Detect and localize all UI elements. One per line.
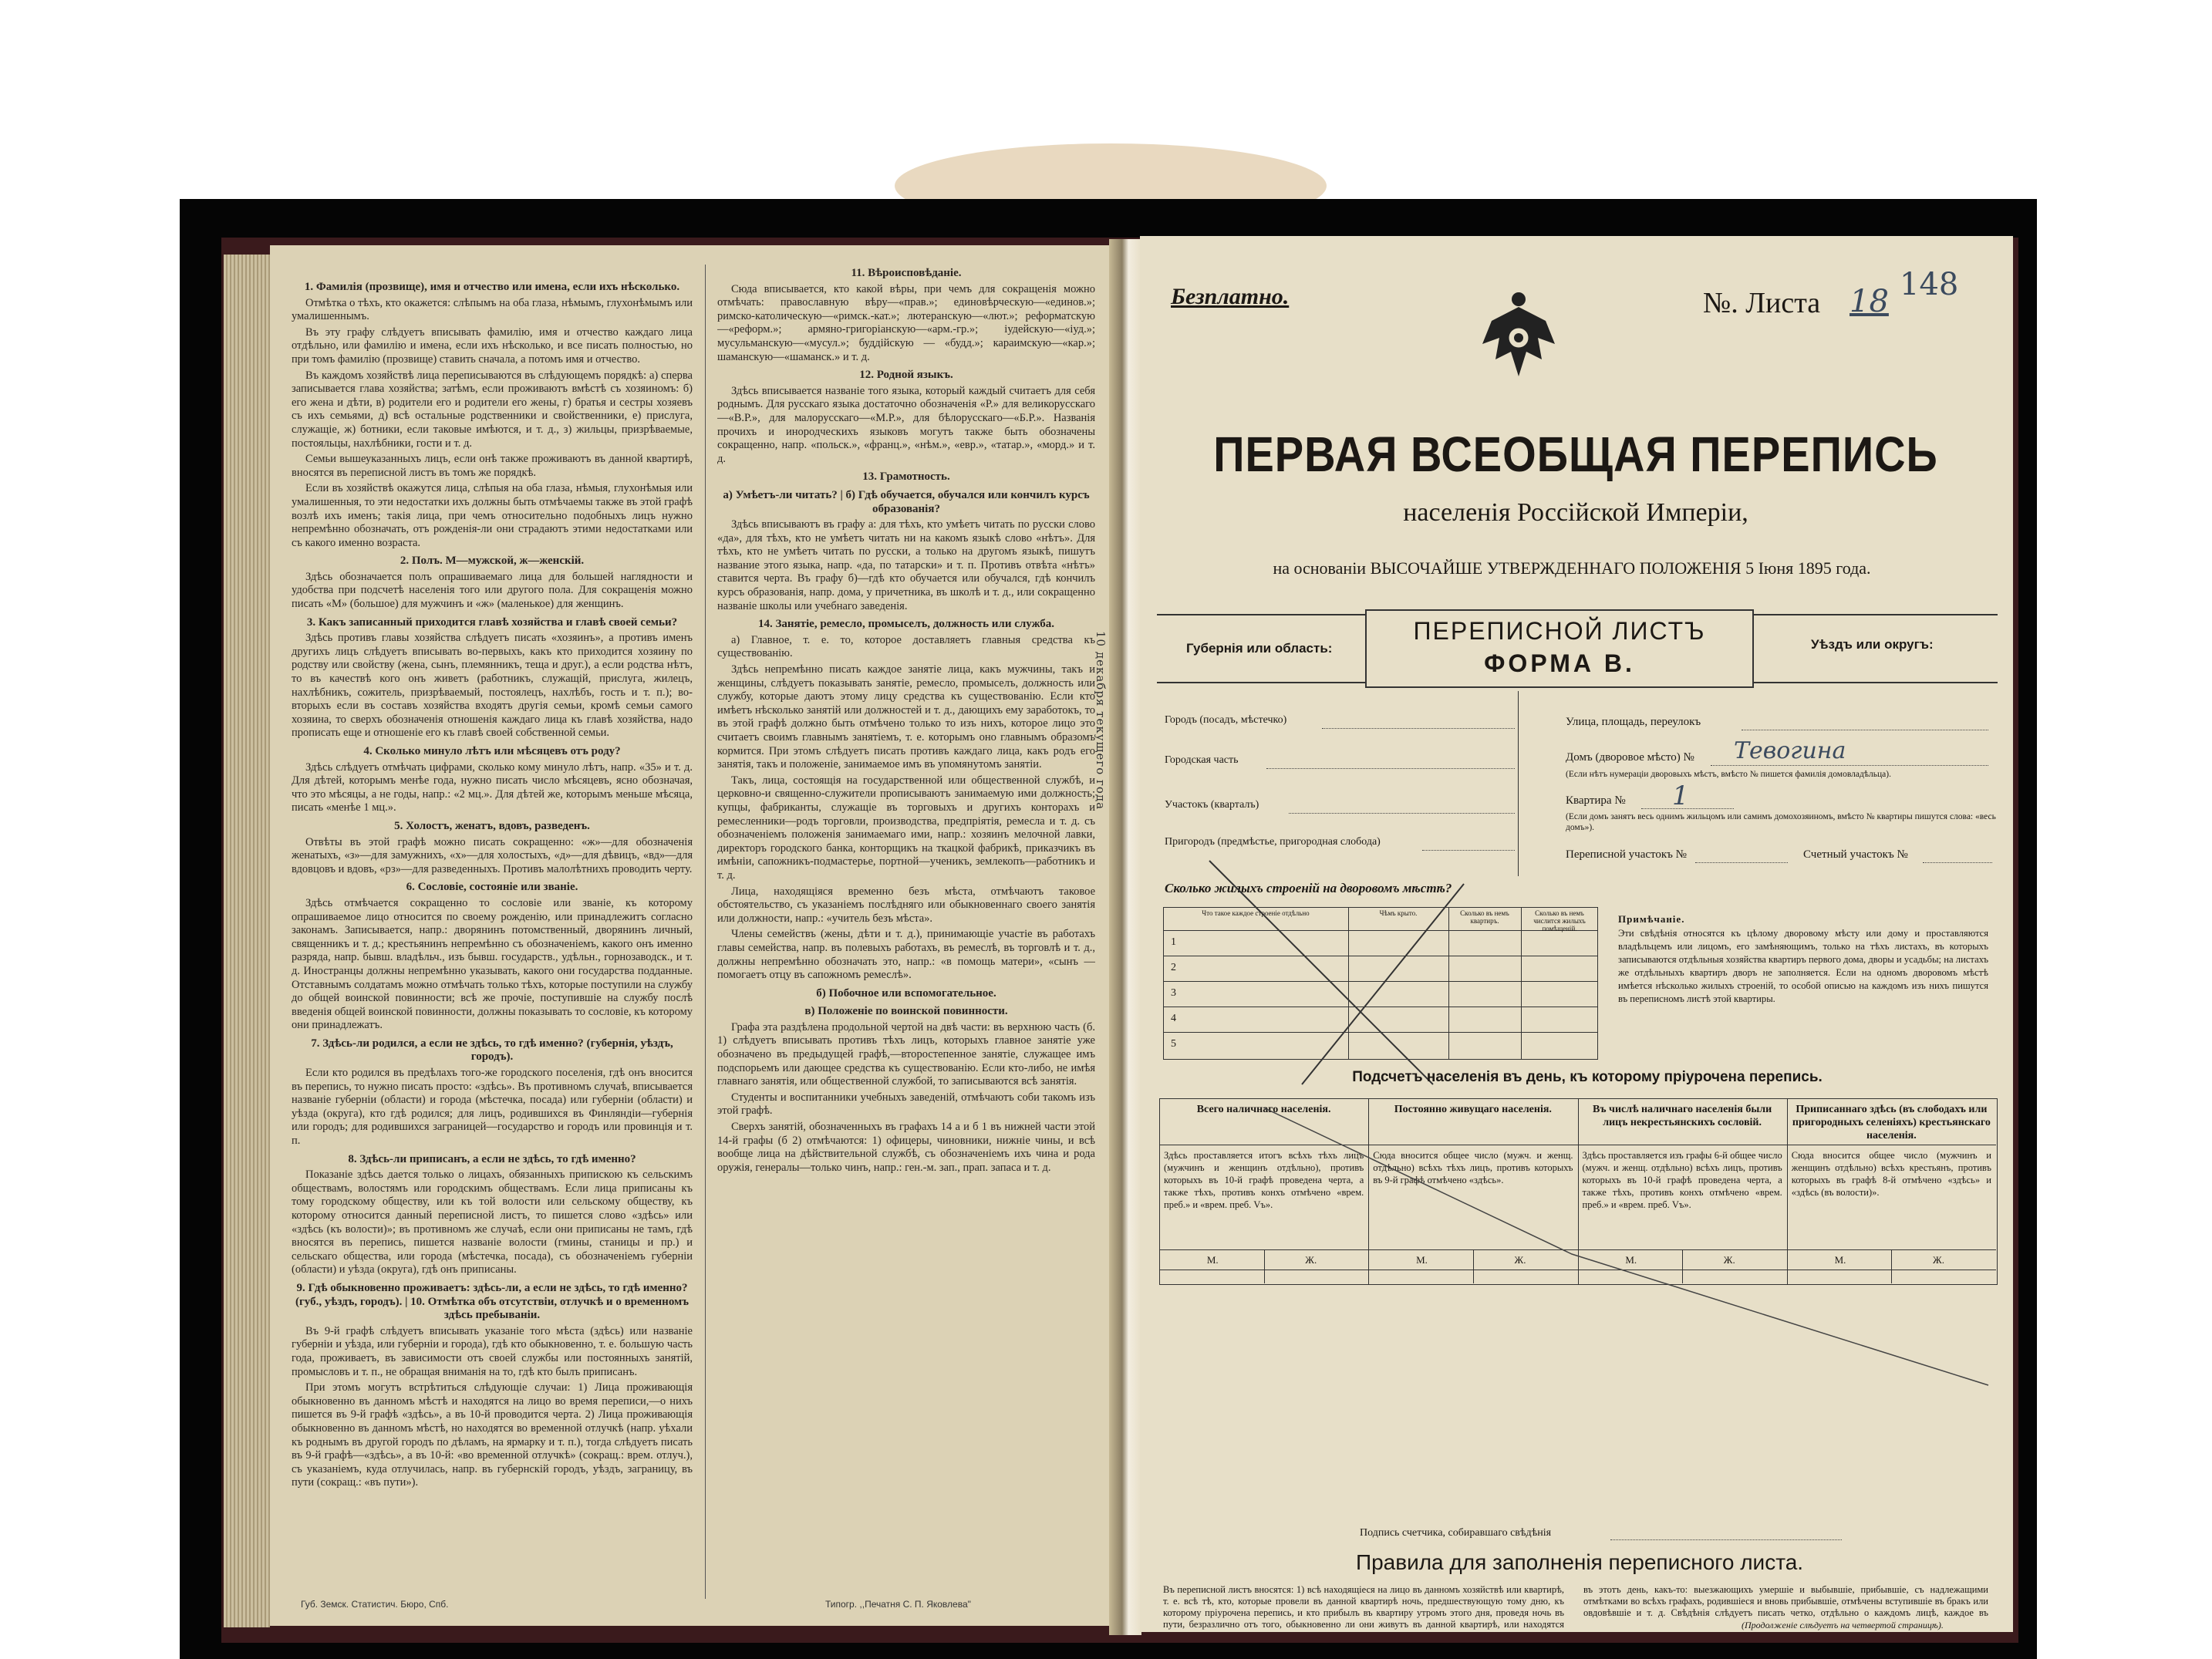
location-field-line: [1266, 768, 1515, 769]
paragraph: Члены семействъ (жены, дѣти и т. д.), принимающіе участіе въ работахъ главы семейства, напр. въ полевыхъ работахъ, въ ремеслѣ, въ торговлѣ и т. д., должны непремѣнно обозначать это, напр.: «в помощь матери», «сынъ — помогаетъ отцу въ сапожномъ ремеслѣ».: [717, 928, 1095, 982]
paragraph: Студенты и воспитанники учебныхъ заведеній, отмѣчаютъ соби такомъ изъ этой графѣ.: [717, 1091, 1095, 1118]
paragraph: а) Главное, т. е. то, которое доставляетъ главныя средства къ существованію.: [717, 633, 1095, 660]
male-label: М.: [1625, 1254, 1637, 1266]
signature-label: Подпись счетчика, собиравшаго свѣдѣнія: [1360, 1527, 1552, 1539]
census-title: ПЕРВАЯ ВСЕОБЩАЯ ПЕРЕПИСЬ: [1213, 426, 1938, 482]
note-text: Эти свѣдѣнія относятся къ цѣлому дворовому мѣсту или дому и проставляются владѣльцемъ или лицомъ, его замѣняющимъ, только на тѣхъ листахъ, въ которыхъ записываются отдѣльныя хозяйства квартиръ первого дома, дворы и усадьбы; на листахъ же отдѣльныхъ квартиръ дворъ не заполняется. Если на одномъ дворовомъ мѣстѣ имѣется нѣсколько жилыхъ строеній, то особой описью на каждомъ изъ нихъ пишутся въ переписномъ листѣ этой квартиры.: [1618, 928, 1988, 1004]
section-heading: 2. Полъ. М—мужской, ж—женскій.: [400, 555, 585, 568]
location-field-label: Пригородъ (предмѣстье, пригородная слобода): [1165, 836, 1381, 848]
printer-footer-right: Типогр. ,,Печатня С. П. Яковлева": [825, 1599, 971, 1610]
section-heading: 6. Сословіе, состояніе или званіе.: [406, 881, 578, 894]
paragraph: Отмѣтка о тѣхъ, кто окажется: слѣпымъ на оба глаза, нѣмымъ, глухонѣмымъ или умалишеннымъ.: [292, 296, 693, 323]
street-label: Улица, площадь, переулокъ: [1566, 716, 1701, 728]
section-heading: 7. Здѣсь-ли родился, а если не здѣсь, то гдѣ именно? (губернія, уѣздъ, городъ).: [311, 1037, 673, 1064]
section-heading: 13. Грамотность.: [862, 470, 950, 484]
paragraph: Сюда вписывается, кто какой вѣры, при чемъ для сокращенія можно отмѣчать: православную вѣру—«прав.»; единовѣрческую—«единов.»; римско-католическую—«римск.-кат.»; лютеранскую—«лют.»; реформатскую—«реформ.»; армяно-григоріанскую—«арм.-гр.»; іудейскую—«іуд.»; мусульманскую—«мусул.»; буддійскую — «будд.»; караимскую—«кар.»; шаманскую—«шаманск.» и т. д.: [717, 282, 1095, 363]
census-basis: на основаніи ВЫСОЧАЙШЕ УТВЕРЖДЕННАГО ПОЛОЖЕНІЯ 5 Іюня 1895 года.: [1273, 558, 1871, 578]
instructions-column-2: [717, 262, 1095, 1589]
section-heading: 4. Сколько минуло лѣтъ или мѣсяцевъ отъ роду?: [363, 745, 621, 757]
section-heading: 5. Холостъ, женатъ, вдовъ, разведенъ.: [394, 819, 590, 832]
buildings-row-number: 3: [1171, 987, 1176, 999]
count-col-head: Всего наличнаго населенія.: [1196, 1104, 1331, 1115]
rules-title: Правила для заполненія переписного листа.: [1355, 1550, 1804, 1574]
female-label: Ж.: [1514, 1254, 1526, 1266]
section-heading: 9. Гдѣ обыкновенно проживаетъ: здѣсь-ли, а если не здѣсь, то гдѣ именно? (губ., уѣздъ, городъ). | 10. Отмѣтка объ отсутствіи, отлучкѣ и о временномъ здѣсь пребываніи.: [295, 1281, 690, 1322]
gubernia-label: Губернія или область:: [1186, 641, 1333, 656]
rules-continued: (Продолженіе слѣдуетъ на четвертой страницѣ).: [1742, 1620, 1944, 1630]
paragraph: Здѣсь обозначается полъ опрашиваемаго лица для большей наглядности и удобства при подсчетѣ населенія того или другого пола. Для сокращенія можно писать «М» (большое) для мужчинъ и «ж» (маленькое) для женщинъ.: [292, 570, 693, 611]
buildings-row-number: 5: [1171, 1038, 1176, 1050]
male-label: М.: [1206, 1254, 1219, 1266]
note-title: Примѣчаніе.: [1618, 913, 1685, 925]
paragraph: Такъ, лица, состоящія на государственной или общественной службѣ, и церковно-и священно-служители прописываютъ занимаемую ими должность; купцы, фабриканты, служащіе въ торговыхъ и другихъ конторахъ и ремесленники—родъ торговли, производства, предпріятія, ремесла и т. д. съ обозначеніемъ положенія занимаемаго ими, напр.: хозяинъ мелочной лавки, директоръ городского банка, конторщикъ на ткацкой фабрикѣ, приказчикъ въ имѣніи, сапожникъ-подмастерье, портной—ученикъ, землекопъ—работникъ и т. д.: [717, 774, 1095, 882]
paragraph: Если въ хозяйствѣ окажутся лица, слѣпыя на оба глаза, нѣмыя, глухонѣмыя или умалишенныя, то эти недостатки ихъ должны быть отмѣчаемы также въ этой графѣ возлѣ ихъ именъ; такія лица, при чемъ относительно подобныхъ лицъ нужно непремѣнно обозначать, отъ рожденія-ли они страдаютъ этими недостатками или съ какого именно возраста.: [292, 482, 693, 549]
section-heading: 8. Здѣсь-ли приписанъ, а если не здѣсь, то гдѣ именно?: [348, 1152, 636, 1165]
count-precinct-label: Счетный участокъ №: [1803, 848, 1908, 861]
sheet-number-handwritten: 18: [1850, 284, 1889, 319]
precinct-label: Переписной участокъ №: [1566, 848, 1687, 861]
paragraph: Здѣсь противъ главы хозяйства слѣдуетъ писать «хозяинъ», а противъ именъ другихъ лицъ слѣдуетъ вписывать во-первыхъ, какъ кто приходится хозяину по родству или свойству (жена, сынъ, племянникъ, теща и друг.), а если родства нѣтъ, то въ качествѣ кого онъ живетъ (работникъ, служащій, прислуга, жилецъ, нахлѣбникъ, сожитель, призрѣваемый, постоялецъ, нахлѣбъ, гость и т. п.); во-вторыхъ если въ составъ хозяйства входятъ другія семьи, кромѣ семьи самого хозяина, то сверхъ обозначенія отношенія каждаго лица къ главѣ хозяйства, надо прописать еще и отношеніе его къ главѣ своей собственной семьи.: [292, 632, 693, 740]
census-subtitle: населенія Россійской Имперіи,: [1403, 498, 1748, 527]
crossed-out-mark: [1186, 853, 1618, 1100]
paragraph: Отвѣты въ этой графѣ можно писать сокращенно: «ж»—для обозначенія женатыхъ, «з»—для замужнихъ, «х»—для холостыхъ, «д»—для дѣвицъ, «вд»—для вдовцовъ и вдовъ, «рз»—для разведенныхъ. Противъ малолѣтнихъ проводить черту.: [292, 835, 693, 875]
count-precinct-line: [1923, 862, 1992, 863]
left-page: [270, 245, 1111, 1626]
paragraph: Здѣсь непремѣнно писать каждое занятіе лица, какъ мужчины, такъ и женщины, слѣдуетъ показывать занятіе, ремесло, промыселъ, должность или службу, которые даютъ этому лицу средства къ существованію. Если кто имѣетъ нѣсколько занятій или должностей и т. д., дающихъ ему заработокъ, то въ этой графѣ должно быть отмѣчено только то изъ нихъ, которое лицо это считаетъ своимъ главнымъ занятіемъ, т. е. которымъ оно главнымъ образомъ кормится. При этомъ слѣдуетъ писать противъ каждаго лица, какъ родъ его занятія, такъ и положеніе, занимаемое имъ въ упомянутомъ занятіи.: [717, 663, 1095, 771]
paragraph: Если кто родился въ предѣлахъ того-же городского поселенія, гдѣ онъ вносится въ перепись, то нужно писать просто: «здѣсь». Въ противномъ случаѣ, вписывается названіе губерніи (области) и города (мѣстечка, посада) или губерніи (области) и уѣзда (округа), кто гдѣ родился; для лицъ, родившихся въ Финляндіи—губернія или городъ; для родившихся заграницей—государство и городъ или провинція и т. п.: [292, 1067, 693, 1148]
paragraph: Здѣсь вписывается названіе того языка, который каждый считаетъ для себя роднымъ. Для русскаго языка достаточно обозначенія «Р.» для великорусскаго—«В.Р.», для малорусскаго—«М.Р.», для бѣлорусскаго—«Б.Р.». Названія прочихъ и инородческихъ языковъ могутъ также быть обозначены сокращенно, напр. «польск.», «франц.», «нѣм.», «евр.», «татар.», «морд.» и т. д.: [717, 384, 1095, 465]
sheet-number-stamp: 148: [1900, 267, 1959, 302]
rules-column-2: въ этотъ день, какъ-то: выезжающихъ умершіе и выбывшіе, прибывшіе, съ надлежащими отмѣтками во всѣхъ графахъ, родившіеся и вновь прибывшіе, отмѣчены вступившіе въ бракъ или овдовѣвшіе и т. д. Свѣдѣнія слѣдуетъ писать четко, отдѣльно о каждомъ лицѣ, каждое въ: [1583, 1584, 1988, 1618]
house-value: Тевогина: [1734, 737, 1846, 764]
section-heading: 3. Какъ записанный приходится главѣ хозяйства и главѣ своей семьи?: [306, 615, 678, 629]
paragraph: Въ эту графу слѣдуетъ вписывать фамилію, имя и отчество каждаго лица отдѣльно, или фамилію и имена, если ихъ нѣсколько, и все писать полностью, но при томъ фамилію (прозвище) ставить сначала, а потомъ имя и отчество.: [292, 325, 693, 366]
page-edges: [224, 255, 270, 1627]
paragraph: Въ каждомъ хозяйствѣ лица переписываются въ слѣдующемъ порядкѣ: а) сперва записывается глава хозяйства; затѣмъ, если проживаютъ вмѣстѣ съ хозяиномъ: б) его жена и дѣти, в) родители его и родители его жены, г) братья и сестры хозяевъ съ ихъ семьями, д) всѣ остальные родственники и свойственники, е) прислуга, служащіе, ж) ботники, если таковые имѣются, и т. д., з) жильцы, призрѣваемые, постояльцы, нахлѣбники, гости и т. д.: [292, 369, 693, 450]
count-col-body: Здѣсь проставляется итогъ всѣхъ тѣхъ лицъ (мужчинъ и женщинъ отдѣльно), противъ которыхъ въ 10-й графѣ проведена черта, а также тѣхъ, противъ конхъ отмѣчено «врем. преб.» и «врем. преб. Vъ».: [1164, 1150, 1364, 1210]
paragraph: Здѣсь вписываютъ въ графу а: для тѣхъ, кто умѣетъ читать по русски слово «да», для тѣхъ, кто не умѣетъ читать ни на какомъ языкѣ слово «нѣтъ». Для тѣхъ, кто не умѣетъ читать по русски, а только на другомъ языкѣ, пишутъ название этого языка, напр. «да, по татарски» и т. п. Противъ отвѣта «нѣтъ» ставится черта. Въ графу б)—гдѣ кто обучается или обучался, гдѣ кончилъ курсъ образованія, напр. дома, у причетника, въ школѣ и т. д., или сокращенно названіе школы или учебнаго заведенія.: [717, 518, 1095, 612]
location-field-line: [1322, 728, 1515, 729]
location-field-line: [1289, 813, 1515, 814]
location-field-label: Городъ (посадъ, мѣстечко): [1165, 714, 1287, 726]
count-col-body: Сюда вносится общее число (мужчинъ и женщинъ отдѣльно) всѣхъ крестьянъ, противъ которыхъ въ графѣ 8-й отмѣчено «здѣсь» и «здѣсь (въ волости)».: [1791, 1150, 1991, 1198]
buildings-row-number: 4: [1171, 1013, 1176, 1024]
apartment-note: (Если домъ занятъ весь однимъ жильцомъ или самимъ домохозяиномъ, вмѣсто № квартиры пишутся слова: «весь домъ»).: [1566, 812, 1996, 832]
buildings-question: Сколько жилыхъ строеній на дворовомъ мѣстѣ?: [1165, 881, 1452, 895]
paragraph: Показаніе здѣсь дается только о лицахъ, обязанныхъ припискою къ сельскимъ обществамъ, волостямъ или городскимъ обществамъ. Если лица приписаны къ тому городскому обществу, или къ той волости или сельскому обществу, къ которому относится данный переписной листъ, то пишется слово «здѣсь» или «здѣсь (къ волости)»; въ противномъ же случаѣ, если они приписаны не тамъ, гдѣ вносятся въ перепись, пишется названіе волости (гмины, станицы и пр.) и сельскаго общества, или города (мѣстечка, посада), съ обозначеніемъ губерніи (области) и уѣзда (округа), гдѣ онъ приписаны.: [292, 1168, 693, 1276]
location-field-label: Городская часть: [1165, 754, 1239, 766]
book-gutter: [1109, 239, 1141, 1635]
printer-footer-left: Губ. Земск. Статистич. Бюро, Спб.: [301, 1599, 449, 1610]
paragraph: Графа эта раздѣлена продольной чертой на двѣ части: въ верхнюю часть (б. 1) слѣдуетъ вписывать противъ тѣхъ лицъ, которыхъ главное занятіе уже обозначено въ предыдущей графѣ,—второстепенное занятіе, служащее имъ подспорьемъ или дающее средства къ существованію. Если кто-либо, не имѣя главнаго занятія, или общественной службой, то записываются всѣ занятія.: [717, 1020, 1095, 1088]
apartment-value: 1: [1672, 781, 1689, 811]
uezd-label: Уѣздъ или округъ:: [1811, 637, 1934, 652]
section-heading: 11. Вѣроисповѣданіе.: [851, 267, 962, 279]
imperial-eagle-emblem: [1476, 290, 1561, 383]
count-title: Подсчетъ населенія въ день, къ которому пріурочена перепись.: [1352, 1069, 1823, 1085]
form-title: ФОРМА В.: [1484, 649, 1635, 677]
count-col-body: Сюда вносится общее число (мужч. и женщ. отдѣльно) всѣхъ тѣхъ лицъ, противъ которыхъ въ 9-й графѣ отмѣчено «здѣсь».: [1373, 1150, 1573, 1185]
count-crossed-out-mark: [1140, 1092, 2013, 1401]
buildings-table-header: Чѣмъ крыто.: [1379, 909, 1418, 917]
right-page: [1140, 236, 2013, 1632]
count-col-head: Приписаннаго здѣсь (въ слободахъ или пригородныхъ селеніяхъ) крестьянскаго населенія.: [1792, 1104, 1991, 1141]
fields-divider: [1518, 691, 1519, 876]
buildings-table-header: Что такое каждое строеніе отдѣльно: [1202, 909, 1310, 917]
house-note: (Если нѣтъ нумераціи дворовыхъ мѣстъ, вмѣсто № пишется фамилія домовладѣльца).: [1566, 770, 1891, 779]
buildings-table-header: Сколько въ немъ квартиръ.: [1460, 909, 1509, 925]
house-label: Домъ (дворовое мѣсто) №: [1566, 751, 1694, 764]
section-heading: в) Положеніе по воинской повинности.: [804, 1005, 1008, 1018]
male-label: М.: [1416, 1254, 1428, 1266]
paragraph: Здѣсь отмѣчается сокращенно то сословіе или званіе, къ которому опрашиваемое лицо относится по своему рожденію, или принадлежитъ согласно законамъ. Записывается, напр.: дворянинъ потомственный, дворянинъ личный, священникъ и т. д.; крестьянинъ непремѣнно съ обозначеніемъ, какого онъ именно разряда, напр. бывш. владѣльч., изъ бывш. государств., удѣльн., горнозаводск., и т. д. Иностранцы должны непремѣнно указывать, какого они государства подданные. Отставнымъ солдатамъ можно отмѣчать только тѣхъ, которые поступили на службу до общей воинской повинности; всѣ же прочіе, поступившіе на службу послѣ введенія общей воинской повинности, должны показывать то сословіе, къ которому они принадлежатъ.: [292, 896, 693, 1032]
paragraph: Въ 9-й графѣ слѣдуетъ вписывать указаніе того мѣста (здѣсь) или названіе губерніи и уѣзда, или губерніи и города), гдѣ кто обыкновенно, т. е. большую часть года, проживаетъ, въ зависимости отъ своей службы или постоянныхъ занятій, промысловъ и т. п., не обращая вниманія на то, гдѣ кто былъ приписанъ.: [292, 1324, 693, 1378]
side-note: 10 декабря текущего года: [1094, 631, 1108, 811]
precinct-line: [1695, 862, 1788, 863]
count-col-body: Здѣсь проставляется изъ графы 6-й общее число (мужч. и женщ. отдѣльно) всѣхъ лицъ, противъ которыхъ въ 10-й графѣ проведена черта, а также тѣхъ, противъ конхъ отмѣчено «врем. преб.» и «врем. преб. Vъ».: [1582, 1150, 1782, 1210]
buildings-row-number: 1: [1171, 936, 1176, 948]
free-label: Безплатно.: [1171, 284, 1290, 309]
apartment-label: Квартира №: [1566, 794, 1626, 807]
section-heading: 14. Занятіе, ремесло, промыселъ, должность или служба.: [757, 618, 1055, 631]
paragraph: При этомъ могутъ встрѣтиться слѣдующіе случаи: 1) Лица проживающія обыкновенно въ данномъ мѣстѣ и находятся на лицо во время переписи,—о нихъ пишется въ 9-й графѣ «здѣсь», а въ 10-й проводится черта. 2) Лица проживающія обыкновенно въ данномъ мѣстѣ, но находятся во временной отлучкѣ (напр. уѣхали къ роднымъ въ другой городъ по дѣламъ, на ярмарку и т. п.), тогда слѣдуетъ писать въ 9-й графѣ—«здѣсь», а въ 10-й: «во временной отлучкѣ» (сокращ.: врем. отлуч.), съ указаніемъ, куда отлучилась, напр. въ губернскій городъ, уѣздъ, заграницу, въ пути (сокращ.: «въ пути»).: [292, 1381, 693, 1489]
signature-line: [1610, 1539, 1842, 1540]
male-label: М.: [1834, 1254, 1846, 1266]
paragraph: Семьи вышеуказанныхъ лицъ, если онѣ также проживаютъ въ данной квартирѣ, вносятся въ переписной листъ въ томъ же порядкѣ.: [292, 453, 693, 479]
house-line: [1711, 765, 1988, 766]
section-heading: а) Умѣетъ-ли читать? | б) Гдѣ обучается, обучался или кончилъ курсъ образованія?: [723, 488, 1090, 515]
buildings-row-number: 2: [1171, 962, 1176, 973]
instructions-column-1: [292, 276, 693, 1587]
count-col-head: Въ числѣ наличнаго населенія были лицъ некрестьянскихъ сословій.: [1593, 1104, 1772, 1128]
female-label: Ж.: [1723, 1254, 1735, 1266]
section-heading: б) Побочное или вспомогательное.: [816, 986, 996, 1000]
count-col-head: Постоянно живущаго населенія.: [1394, 1104, 1552, 1115]
paragraph: Лица, находящіяся временно безъ мѣста, отмѣчаютъ таковое обстоятельство, съ указаніемъ послѣдняго или обыкновеннаго своего занятія или должности, напр.: «учитель безъ мѣста».: [717, 885, 1095, 925]
buildings-table-header: Сколько въ немъ числится жилыхъ помѣщеній.: [1533, 909, 1586, 932]
column-rule: [705, 265, 706, 1599]
location-field-line: [1422, 850, 1515, 851]
location-field-label: Участокъ (кварталъ): [1165, 799, 1259, 811]
section-heading: 1. Фамилія (прозвище), имя и отчество или имена, если ихъ нѣсколько.: [304, 281, 680, 293]
paragraph: Сверхъ занятій, обозначенныхъ въ графахъ 14 а и б 1 въ нижней части этой 14-й графы (б 2) отмѣчаются: 1) офицеры, чиновники, нижніе чины, и всѣ вообще лица на дѣйствительной службѣ, съ обозначеніемъ ихъ чина и рода оружія, генералы—только чинъ, напр.: ген.-м. зап., прап. запаса и т. д.: [717, 1121, 1095, 1174]
section-heading: 12. Родной языкъ.: [859, 369, 953, 382]
female-label: Ж.: [1305, 1254, 1317, 1266]
female-label: Ж.: [1933, 1254, 1944, 1266]
sheet-number-label: №. Листа: [1703, 287, 1821, 319]
paragraph: Здѣсь слѣдуетъ отмѣчать цифрами, сколько кому минуло лѣтъ, напр. «35» и т. д. Для дѣтей, которымъ менѣе года, нужно писать число мѣсяцевъ, ясно обозначая, что это мѣсяцы, а не годы, напр.: «2 мц.». Для дѣтей же, которымъ меньше мѣсяца, писать «менѣе 1 мц.».: [292, 760, 693, 814]
rules-column-1: Въ переписной листъ вносятся: 1) всѣ находящіеся на лицо въ данномъ хозяйствѣ или квартирѣ, т. е. всѣ тѣ, кто, которые провели въ данной квартирѣ ночь, предшествующую тому дню, къ которому пріурочена перепись, и кто прибылъ въ квартиру утромъ этого дня, проведя ночь въ пути, безразлично отъ того, обыкновенно ли они живутъ въ данной квартирѣ, или находятся: [1163, 1584, 1564, 1630]
sheet-title: ПЕРЕПИСНОЙ ЛИСТЪ: [1413, 617, 1706, 645]
